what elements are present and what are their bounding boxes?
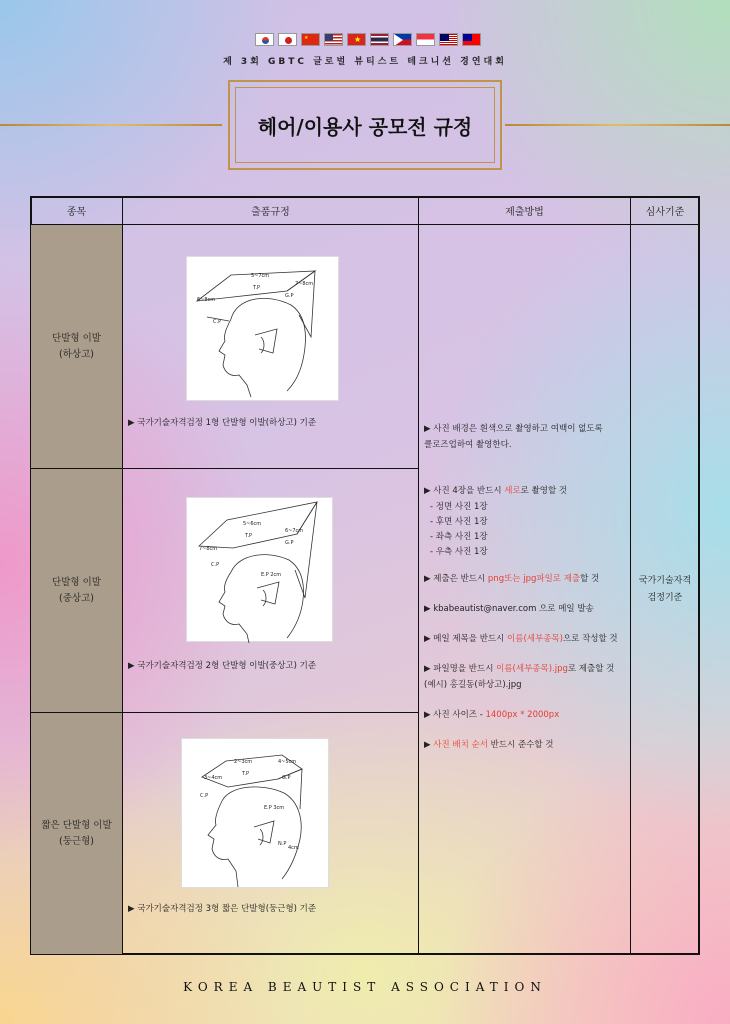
category-1-line2: (하상고) — [59, 348, 94, 360]
method-subject — [424, 632, 618, 647]
method-filename — [424, 662, 614, 677]
rules-caption-3: ▶ 국가기술자격검정 3형 짧은 단발형(둥근형) 기준 — [128, 904, 317, 914]
category-3-line2: (둥근형) — [59, 835, 94, 847]
haircut-diagram-2 — [186, 497, 333, 642]
title-frame — [228, 80, 502, 170]
method-order-pre: ▶ — [424, 740, 434, 750]
haircut-diagram-3 — [181, 738, 329, 888]
event-subtitle: 제 3회 GBTC 글로벌 뷰티스트 테크니션 경연대회 — [223, 57, 507, 67]
diagram2-label-gp: G.P — [285, 540, 294, 546]
criteria-line2: 검정기준 — [647, 592, 683, 603]
method-email: ▶ kbabeautist@naver.com 으로 메일 발송 — [424, 604, 594, 614]
method-photo-pre: ▶ 사진 4장을 반드시 — [424, 486, 505, 496]
diagram3-label-crown: 4~5cm — [278, 759, 297, 765]
category-2-line1: 단발형 이발 — [52, 576, 101, 588]
diagram2-label-cp: C.P — [211, 562, 220, 568]
diagram3-label-front: 3~4cm — [204, 775, 223, 781]
head-profile-3 — [182, 739, 330, 889]
philippines-flag — [393, 33, 412, 46]
method-filename-example: (예시) 홍길동(하상고).jpg — [424, 680, 522, 690]
method-size-highlight: 1400px * 2000px — [485, 710, 560, 720]
diagram3-label-gp: G.P — [282, 775, 291, 781]
usa-flag — [324, 33, 343, 46]
method-photo-post: 로 촬영할 것 — [520, 486, 568, 496]
diagram2-label-side: 6~7cm — [285, 528, 304, 534]
category-cell-3 — [30, 712, 123, 955]
diagram3-label-np: N.P — [278, 841, 287, 847]
diagram1-label-gp: G.P — [285, 293, 294, 299]
method-background-1: ▶ 사진 배경은 흰색으로 촬영하고 여백이 없도록 — [424, 424, 603, 434]
method-filetype-highlight: png또는 jpg파일로 제출 — [487, 574, 581, 584]
header-category — [30, 196, 123, 225]
header-method — [418, 196, 631, 225]
category-cell-2 — [30, 468, 123, 713]
method-photo-highlight: 세로 — [504, 486, 521, 496]
gold-divider-left — [0, 124, 222, 126]
category-1-line1: 단발형 이발 — [52, 332, 101, 344]
taiwan-flag — [462, 33, 481, 46]
method-background-2: 클로즈업하여 촬영한다. — [424, 440, 512, 450]
flag-row — [255, 33, 481, 46]
method-photo — [424, 484, 567, 499]
diagram1-label-top: 5~7cm — [251, 273, 270, 279]
method-filename-post: 로 제출할 것 — [567, 664, 615, 674]
diagram3-label-top: 2~3cm — [234, 759, 253, 765]
diagram1-label-front: 6~8cm — [197, 297, 216, 303]
method-order-highlight: 사진 배치 순서 — [433, 740, 488, 750]
header-rules-label: 출품규정 — [251, 207, 290, 218]
method-filename-pre: ▶ 파일명을 반드시 — [424, 664, 497, 674]
head-profile-1 — [187, 257, 340, 402]
diagram1-label-cp: C.P — [213, 319, 222, 325]
category-cell-1 — [30, 224, 123, 469]
header-criteria-label: 심사기준 — [645, 207, 685, 218]
diagram2-label-top: 5~6cm — [243, 521, 262, 527]
method-photo-right: - 우측 사진 1장 — [430, 547, 488, 557]
method-size-pre: ▶ 사진 사이즈 - — [424, 710, 486, 720]
method-filetype-post: 할 것 — [580, 574, 600, 584]
page-title: 헤어/이용사 공모전 규정 — [257, 114, 473, 139]
thailand-flag — [370, 33, 389, 46]
malaysia-flag — [439, 33, 458, 46]
criteria-line1: 국가기술자격 — [638, 575, 692, 586]
head-profile-2 — [187, 498, 334, 643]
diagram1-label-side: 7~8cm — [295, 281, 314, 287]
china-flag: ★ — [301, 33, 320, 46]
diagram2-label-tp: T.P — [245, 533, 253, 539]
korea-flag — [255, 33, 274, 46]
method-subject-post: 으로 작성할 것 — [562, 634, 618, 644]
diagram1-label-tp: T.P — [253, 285, 261, 291]
method-filetype — [424, 572, 599, 587]
method-cell — [418, 224, 631, 955]
method-photo-front: - 정면 사진 1장 — [430, 502, 488, 512]
japan-flag — [278, 33, 297, 46]
header-category-label: 종목 — [66, 207, 87, 218]
method-size — [424, 708, 559, 723]
haircut-diagram-1 — [186, 256, 339, 401]
header-rules — [122, 196, 419, 225]
method-subject-highlight: 이름(세부종목) — [507, 634, 563, 644]
method-photo-back: - 후면 사진 1장 — [430, 517, 488, 527]
method-order-post: 반드시 준수할 것 — [487, 740, 554, 750]
diagram3-label-nape: 4cm — [288, 845, 299, 851]
gold-divider-right — [505, 124, 730, 126]
footer-association: KOREA BEAUTIST ASSOCIATION — [183, 980, 547, 994]
rules-caption-1: ▶ 국가기술자격검정 1형 단발형 이발(하상고) 기준 — [128, 418, 317, 428]
header-method-label: 제출방법 — [505, 207, 544, 218]
category-2-line2: (중상고) — [59, 592, 94, 604]
header-criteria — [630, 196, 700, 225]
diagram3-label-ep: E.P 3cm — [264, 805, 285, 811]
diagram2-label-ep: E.P 2cm — [261, 572, 282, 578]
criteria-cell — [630, 224, 700, 955]
category-3-line1: 짧은 단발형 이발 — [41, 819, 112, 831]
diagram3-label-cp: C.P — [200, 793, 209, 799]
method-filetype-pre: ▶ 제출은 반드시 — [424, 574, 488, 584]
diagram3-label-tp: T.P — [242, 771, 250, 777]
method-order — [424, 738, 554, 753]
method-filename-highlight: 이름(세부종목).jpg — [496, 664, 568, 674]
method-photo-left: - 좌측 사진 1장 — [430, 532, 488, 542]
diagram2-label-front: 7~8cm — [199, 546, 218, 552]
singapore-flag — [416, 33, 435, 46]
rules-caption-2: ▶ 국가기술자격검정 2형 단발형 이발(중상고) 기준 — [128, 661, 317, 671]
vietnam-flag: ★ — [347, 33, 366, 46]
method-subject-pre: ▶ 메일 제목을 반드시 — [424, 634, 508, 644]
